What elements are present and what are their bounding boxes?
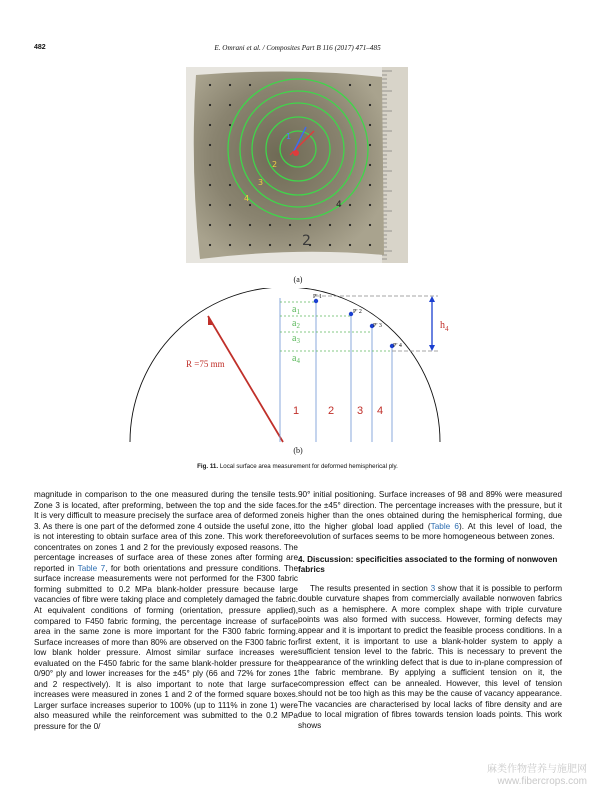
table-6-link[interactable]: Table 6: [430, 521, 459, 531]
right-column: [298, 490, 562, 731]
fabric-dot: [209, 164, 211, 166]
fabric-dot: [369, 184, 371, 186]
fabric-dot: [369, 124, 371, 126]
p4-label: P' 4: [393, 343, 402, 349]
photo-label-4: 4: [244, 194, 250, 203]
fabric-dot: [229, 124, 231, 126]
figure-caption: [34, 463, 561, 470]
arc-points: [314, 299, 394, 348]
fabric-dot: [249, 224, 251, 226]
radius-label: R =75 mm: [186, 359, 225, 369]
zone-1-label: 1: [293, 405, 300, 417]
left-column: [34, 490, 298, 733]
fabric-dot: [229, 204, 231, 206]
fabric-dot: [209, 144, 211, 146]
journal-citation: E. Omrani et al. / Composites Part B 116 (2017) 471–485: [214, 44, 381, 52]
ruler: [382, 67, 408, 263]
fabric-dot: [329, 224, 331, 226]
segment-labels: [292, 304, 300, 365]
h4-label: $h_4$: [440, 320, 449, 333]
zone-4-label: 4: [377, 405, 384, 417]
fabric-dot: [369, 144, 371, 146]
fabric-dot: [289, 244, 291, 246]
photo-label-1: 1: [286, 132, 292, 141]
photo-label-3: 3: [258, 178, 264, 187]
fabric-dot: [209, 104, 211, 106]
running-head: [34, 44, 561, 56]
formed-fabric-photo: [186, 67, 408, 263]
subfigure-b-label: (b): [293, 446, 303, 455]
watermark-line-2: www.fibercrops.com: [497, 776, 587, 787]
fabric-dot: [369, 164, 371, 166]
fabric-dot: [369, 104, 371, 106]
a4-label: $a_4$: [292, 353, 300, 365]
hemisphere-arc: [130, 288, 440, 442]
fabric-dot: [209, 84, 211, 86]
fabric-dot: [269, 224, 271, 226]
fabric-dot: [209, 204, 211, 206]
a3-label: $a_3$: [292, 333, 300, 345]
caption-text: Local surface area measurement for deformed hemispherical ply.: [219, 463, 398, 470]
fabric-dot: [269, 244, 271, 246]
fabric-dot: [209, 124, 211, 126]
photo-label-5: 4: [336, 200, 342, 210]
p3-label: P' 3: [373, 323, 382, 329]
page-number: 482: [34, 44, 46, 51]
photo-label-2: 2: [272, 160, 278, 169]
watermark: [487, 764, 587, 788]
fabric-dot: [209, 244, 211, 246]
center-marker: [293, 150, 299, 156]
fabric-dot: [249, 244, 251, 246]
zone-2-label: 2: [328, 405, 335, 417]
a1-label: $a_1$: [292, 304, 300, 316]
a2-label: $a_2$: [292, 318, 300, 330]
fabric-dot: [289, 224, 291, 226]
diagram-svg: [120, 288, 450, 446]
fabric-dot: [349, 224, 351, 226]
fabric-dot: [249, 204, 251, 206]
hemisphere-diagram: [120, 288, 450, 446]
fabric-dot: [229, 104, 231, 106]
caption-label: Fig. 11.: [197, 463, 219, 470]
fabric-dot: [309, 224, 311, 226]
section-3-link[interactable]: 3: [430, 583, 436, 593]
fabric-dot: [229, 244, 231, 246]
h4-arrow-top: [429, 296, 435, 302]
left-paragraph: magnitude in comparison to the one measured during the tensile tests. Zone 3 is located, after preforming, between the top and the side faces. It is very difficult to measure precisely the surface area of deformed zone 3. As there is one part of the deformed zone 4 outside the useful zone, it is not interesting to obtain surface area of this zone. This work therefore concentrates on zones 1 and 2 for the previously exposed reasons. The percentage increases of surface area of these zones after forming are reported in Table 7, for both orientations and pressure conditions. The surface increase measurements were not performed for the F300 fabric forming submitted to 0.2 MPa blank-holder pressure because large vacancies of fibre were taking place and completely damaged the fabric. At equivalent conditions of forming (orientation, pressure applied), compared to F450 fabric forming, the percentage increase of surface area in the same zone is more important for the F300 fabric forming. Surface increases of more than 80% are observed on the F300 fabric for low blank holder pressure. Almost similar surface increases were evaluated on the F450 fabric for the same blank-holder pressure for the 0/90° ply and lower increases for the ±45° ply (66 and 72% for zones 1 and 2 respectively). It is also important to note that large surface increases were measured in zones 1 and 2 of the formed square boxes. Larger surface increases superior to 100% (up to 111% in zone 1) were also measured while the reinforcement was submitted to the 0.2 MPa pressure for the 0/: [34, 490, 298, 732]
table-7-link[interactable]: Table 7: [77, 563, 106, 573]
fabric-dot: [369, 244, 371, 246]
watermark-line-1: 麻类作物营养与施肥网: [487, 764, 587, 775]
p2-label: P' 2: [353, 309, 362, 315]
right-paragraph-2: The results presented in section 3 show that it is possible to perform double curvature shapes from commercially available nonwoven fabrics such as a hemisphere. A more complex shape with triple curvature points was also formed with success. However, forming defects may appear and it is important to predict the feasible process conditions. In a first extent, it is important to use a blank-holder system to apply a sufficient tension level to the fabric. This is necessary to prevent the appearance of the wrinkling defect that is due to in-plane compression of the fabric membrane. By applying a sufficient tension on it, the compression effect can be annealed. However, this level of tension should not be too high as this may be the cause of vacancy appearance. The vacancies are characterised by local lacks of fibre density and are due to local migration of fibres towards tension loads points. This work shows: [298, 583, 563, 730]
fabric-dot: [209, 224, 211, 226]
fabric-dot: [349, 84, 351, 86]
fabric-dot: [229, 224, 231, 226]
fabric-dot: [349, 244, 351, 246]
fabric-dot: [369, 84, 371, 86]
subfigure-a-label: (a): [293, 275, 303, 284]
p1-label: P' 1: [313, 294, 322, 300]
fabric-dot: [229, 184, 231, 186]
radius-line: [208, 316, 283, 442]
arc-point-labels: [313, 294, 402, 349]
photo-label-6: 2: [302, 233, 311, 249]
photo-svg: [186, 67, 408, 263]
fabric-dot: [369, 224, 371, 226]
fabric-dot: [209, 184, 211, 186]
right-paragraph-1: 90° initial positioning. Surface increases of 98 and 89% were measured for the ±45° direction. The percentage increases with the pressure, but it is higher than the ones obtained during the hemispherical forming, due to the higher global load applied (Table 6). At this level of load, the evolution of surfaces seems to be more homogeneous between zones.: [298, 490, 562, 542]
fabric-dot: [349, 204, 351, 206]
zone-dividers: [280, 298, 392, 442]
fabric-dot: [369, 204, 371, 206]
zone-numbers: [293, 405, 383, 417]
fabric-dot: [229, 84, 231, 86]
section-title: 4. Discussion: specificities associated to the forming of nonwoven fabrics: [298, 554, 558, 575]
h4-arrow-bottom: [429, 345, 435, 351]
fabric-dot: [249, 84, 251, 86]
fabric-dot: [329, 244, 331, 246]
zone-3-label: 3: [357, 405, 364, 417]
